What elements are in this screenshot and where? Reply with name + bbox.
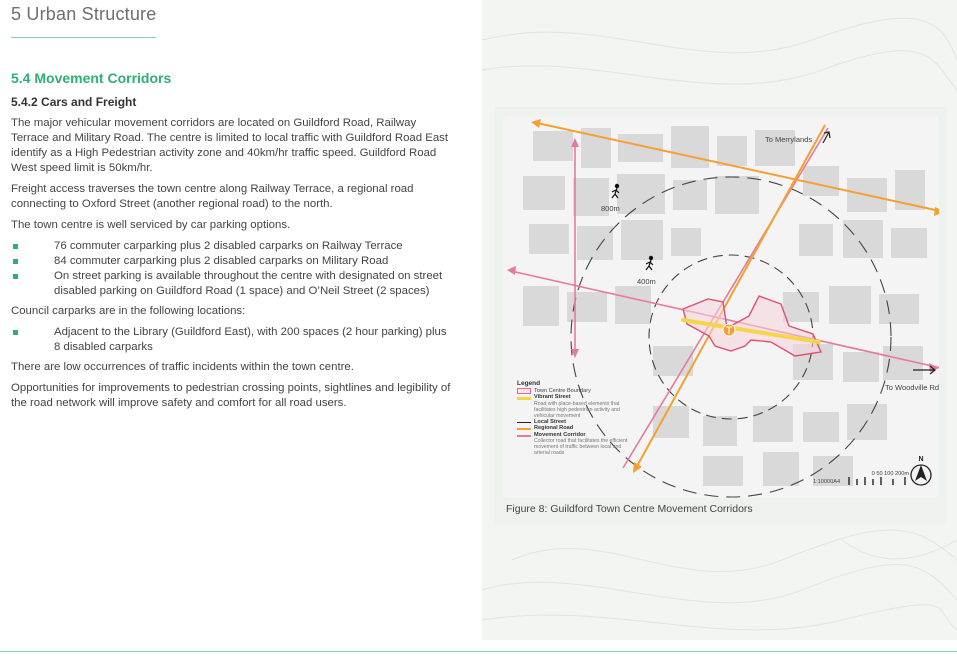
legend-vibrant-desc: Road with place-based elements that facilitates high pedestrian activity and vehicular movement	[534, 400, 620, 419]
main-content	[11, 70, 451, 417]
map-legend	[517, 380, 637, 456]
vibrant-swatch	[517, 397, 531, 400]
title-rule	[11, 37, 156, 38]
north-arrow	[909, 456, 933, 490]
regional-swatch	[517, 428, 531, 430]
compass-icon	[909, 463, 933, 487]
ring-400m-label: 400m	[637, 277, 656, 286]
paragraph-opportunities: Opportunities for improvements to pedestrian crossing points, sightlines and legibility of the road network will improve safety and comfort for all road users.	[11, 382, 451, 409]
woodville-label: To Woodville Rd	[885, 383, 939, 392]
corridor-swatch	[517, 435, 531, 437]
legend-regional: Regional Road	[517, 425, 637, 431]
section-heading: 5.4 Movement Corridors	[11, 70, 172, 86]
legend-vibrant: Vibrant Street	[517, 394, 637, 400]
north-label: N	[918, 456, 924, 463]
scale-bar-graphic	[847, 477, 909, 485]
list-item: 76 commuter carparking plus 2 disabled carparks on Railway Terrace	[11, 239, 451, 254]
parking-list	[11, 239, 451, 299]
figure-caption: Figure 8: Guildford Town Centre Movement Corridors	[506, 503, 753, 515]
bullet-icon	[13, 330, 18, 335]
paragraph-incidents: There are low occurrences of traffic incidents within the town centre.	[11, 361, 354, 373]
subsection-heading: 5.4.2 Cars and Freight	[11, 95, 137, 109]
paragraph-freight: Freight access traverses the town centre along Railway Terrace, a regional road connecting to Oxford Street (another regional road) to the north.	[11, 183, 414, 210]
boundary-swatch	[517, 388, 531, 394]
legend-corridor: Movement Corridor	[517, 432, 637, 438]
figure-card	[495, 107, 947, 524]
bottom-rule	[0, 651, 957, 652]
paragraph-council-carparks: Council carparks are in the following locations:	[11, 305, 246, 317]
map	[503, 116, 939, 498]
paragraph-parking: The town centre is well serviced by car parking options.	[11, 219, 291, 231]
section-title: 5 Urban Structure	[11, 4, 157, 24]
scale-ticks: 0 50 100 200m	[871, 471, 909, 477]
bullet-icon	[13, 274, 18, 279]
list-item: Adjacent to the Library (Guildford East), with 200 spaces (2 hour parking) plus 8 disabled carparks	[11, 325, 451, 355]
bullet-icon	[13, 244, 18, 249]
list-item: On street parking is available throughout the centre with designated on street disabled parking on Guildford Road (1 space) and O’Neil Street (2 spaces)	[11, 269, 451, 299]
ring-800m-label: 800m	[601, 204, 620, 213]
local-swatch	[517, 422, 531, 423]
paragraph-corridors: The major vehicular movement corridors are located on Guildford Road, Railway Terrace and Military Road. The centre is limited to local traffic with Guildford Road East identify as a High Pedestrian activity zone and 40km/hr traffic speed. Guildford Road West speed limit is 50km/hr.	[11, 117, 449, 174]
scale-ratio: 1:10000A4	[813, 479, 841, 485]
carpark-list	[11, 325, 451, 355]
list-item: 84 commuter carparking plus 2 disabled carparks on Military Road	[11, 254, 451, 269]
bullet-icon	[13, 259, 18, 264]
legend-corridor-desc: Collector road that facilitates the efficient movement of traffic between local and arterial roads	[534, 438, 628, 457]
merrylands-label: To Merrylands	[765, 135, 813, 144]
scale-bar	[813, 471, 909, 485]
legend-title: Legend	[517, 380, 541, 387]
legend-local: Local Street	[517, 419, 637, 425]
legend-boundary: Town Centre Boundary	[517, 388, 637, 394]
